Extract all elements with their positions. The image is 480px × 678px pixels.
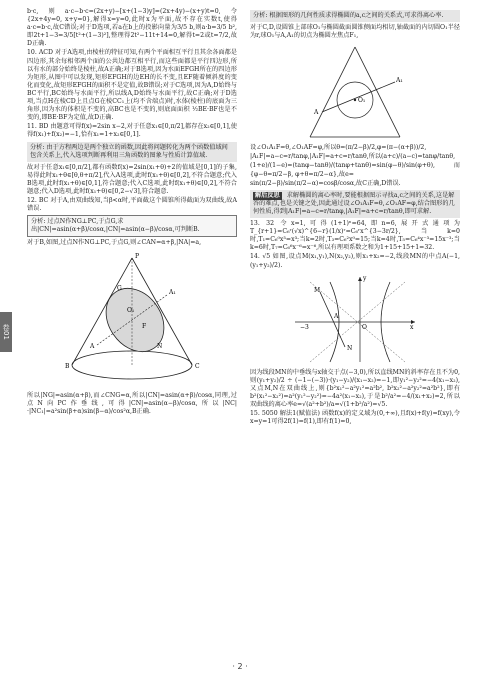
cone-label: F [142,322,147,330]
para-q11: 11. BD 由题意可得f(x)=2sin x−2,对于任意x₁∈[0,π/2],都存在x₂∈[0,1],使得f(x₁)+f(x₂)=−1,恰有x₁=1+x₂∈[0,1]. [27,123,237,139]
reflection-text: 求解椭圆的离心率时,要能根据图示寻找a,c之间的关系,这是解答的难点,也是关键之处,因此通过设∠O₁A₁F=θ,∠O₁AF=φ,结合图形的几何性质,得到|A₁F|=a−c=r/tanφ,|A₁F|=a+c=r/tanθ,即可求解. [253,191,455,215]
para-q12-cd: 对于C,D,设圆锥上部球O₁与椭圆截面圆锥侧面均相切,轴截面的内切圆O₁半径为r,球O₁与A,A₁的切点为椭圆左焦点F₁, [250,24,460,40]
section-label: O₁ [358,97,366,105]
cone-label-top: P [135,252,140,260]
cone-label: C [195,362,200,370]
hyp-label: O [362,323,367,331]
section-label: A [314,109,319,117]
analysis-box-q11 [27,142,237,162]
para-q14-solution: 因为线段MN的中垂线与x轴交于点(−3,0),所以直线MN的斜率存在且不为0,则(y₁+y₂)/2 ÷ (−1−(−3))·(y₁−y₂)/(x₁−x₂)=−1,即y₁²−y₂²=−4(x₁−x₂),又点M,N在双曲线上,则{b²x₁²−a²y₁²=a²b², b²x₂²−a²y₂²=a²b²},即有b²(x₁²−x₂²)=a²(y₁²−y₂²)=−4a²(x₁−x₂),于是b²/a²=−4/(x₁+x₂)=2,所以双曲线的离心率e=√(a²+b²)/a=√(1+b²/a²)=√5. [250,368,460,408]
hyperbola-figure [290,272,420,367]
hyp-label: M [314,286,321,294]
analysis-box-q12 [27,215,237,237]
cone-label: A₁ [169,288,176,296]
para-q13: 13. 32 令x=1,可得(1+1)ⁿ=64,即n=6,展开式通项为T_{r+1}=C₆ʳ(√x)^{6−r}(1/x)ʳ=C₆ʳx^{3−3r/2},当k=0时,T₁=C₆⁰x³=x³;当k=2时,T₃=C₆²x⁰=15;当k=4时,T₅=C₆⁴x⁻³=15x⁻³;当k=6时,T₇=C₆⁶x⁻⁶=x⁻⁶,所以有理项系数之和为1+15+15+1=32. [250,220,460,252]
para-q9-continued: b·c,则a·c−b·c=(2x+y)−[x+(1−3)y]=(2x+4y)−(x+y)t=0,令{2x+4y=0, x+y=0},解得x=y=0,此时x为平面,故不存在实数t,使得a·c=b·c,故C错误;对于D选项,若a在b上的投影向量为3/5 b,则a·b=3/5 b²,即2t+1−3=3/5[t²+(1−3)²],整理得2t²−11t+14=0,解得t=2或t=7/2,故D正确. [27,8,237,48]
cone-label: N [157,342,163,350]
page-number: · 2 · [232,662,248,671]
analysis-text: 分析: 由于方程两边是两个独立的函数,因此将问题转化为两个函数值域间包含关系上,代入选项判断再利用三角函数的图象与性质计算值域. [30,143,228,159]
right-column [250,8,460,427]
left-column [27,8,237,417]
para-q10: 10. ACD 对于A选项,由棱柱的特征可知,有两个平面相互平行且其余各面都是四边形,其余每相邻两个面的公共边都互相平行,而这些面都是平行四边形,所以有水的部分始终是棱柱,故A正确;对于B选项,因为水面EFGH所在的四边形为矩形,从图中可以发现,矩形EFGH的边EH的长不变,且EF随着倾斜度的变化而变化,故矩形EFGH的面积不是定值,故B错误;对于C选项,因为A,D始终与BC平行,BC始终与水面平行,所以线A,D始终与水面平行,故C正确;对于D选项,当点H在棱CD上且点G在棱CC₁上(均不含端点)时,水体(棱柱)的底面为三角形,因为水的体积是不变的,高BC也是不变的,则底面面积 ½BE·BF也是不变的,即BE·BF为定值,故D正确. [27,49,237,122]
section-label: A₁ [396,77,403,85]
analysis-text: 分析: 根据图形的几何性质求得椭圆的a,c之间的关系式,可求得离心率. [253,12,444,19]
para-q12-b: 对于B,如图,过点N作NG⊥PC,于点G,则∠CAN=α+β,|NA|=a, [27,239,202,247]
cone-label: O₁ [127,306,135,314]
para-eccentricity: (1+e)/(1−e)=(tanφ−tanθ)/(tanφ+tanθ)=sin(φ−θ)/sin(φ+θ),而{φ−θ=π/2−β, φ+θ=π/2−α},故e= [250,162,460,178]
hyp-label: x [410,323,414,331]
cone-figure [57,250,207,390]
analysis-text: 分析: 过点N作NG⊥PC,于点G,求出|CN|=asin(α+β)/cosα,|CN|=asin(α−β)/cosα,可判断B. [31,218,200,234]
hyp-label: y [363,274,367,282]
hyp-label: A [334,312,339,320]
reflection-tag: 解后反思 [255,191,280,199]
reflection-box [250,190,460,218]
cone-label: G [117,284,122,292]
cone-label: B [65,362,70,370]
hyp-label: N [347,344,353,352]
para-angles: 设∠O₁A₁F=θ,∠O₁AF=φ,所以θ=(π/2−β)/2,φ=(π−(α+β))/2, [250,144,427,152]
hyp-label: −3 [300,323,309,331]
para-focal: |A₁F|=a−c=r/tanφ,|A₁F|=a+c=r/tanθ,所以(a+c)/(a−c)=tanφ/tanθ, [250,153,456,161]
side-tab: 卷01 [0,312,12,352]
cross-section-figure [300,42,410,142]
cone-label: A [90,342,95,350]
para-q15: 15. 5050 解法1(赋值法) 函数f(x)的定义域为(0,+∞),且f(x)+f(y)=f(xy),令x=y=1可得2f(1)=f(1),即有f(1)=0, [250,410,460,426]
para-eccentricity-result: sin(π/2−β)/sin(π/2−α)=cosβ/cosα,故C正确,D错误. [250,179,401,187]
para-q14: 14. √5 如图,设点M(x₁,y₁),N(x₂,y₂),则x₁+x₂=−2,线段MN的中点A(−1,(y₁+y₂)/2). [250,253,460,269]
para-q12-conclusion: 所以|NG|=asin(α+β),而∠CNG=α,所以|CN|=asin(α+β)/cosα,同理,过点N向PC作垂线,可得|CN|=asin(α−β)/cosα,所以|NC|·|NC₁|=a²sin(β+α)sin(β−α)/cos²α,B正确. [27,391,237,415]
para-q12: 12. BC 对于A,由双曲线知,当β<α时,平面截这个圆锥所得截面为双曲线,故A错误. [27,197,237,213]
para-q11-solution: 故对于任意x₁∈[0,π/2],都有函数f(x)=2sin(x₁+θ)+2的值域是[0,1]的子集,易得此时x₁+θ∈[θ,θ+π/2],代入A选项,此时f(x₁+θ)∈[0,2],不符合题意;代入B选项,此时f(x₁+θ)∈[0,1],符合题意;代入C选项,此时f(x₁+θ)∈[0,2],不符合题意;代入D选项,此时f(x₁+θ)∈[0,2−√3],符合题意. [27,163,237,195]
analysis-box-q12-cd [250,10,460,22]
